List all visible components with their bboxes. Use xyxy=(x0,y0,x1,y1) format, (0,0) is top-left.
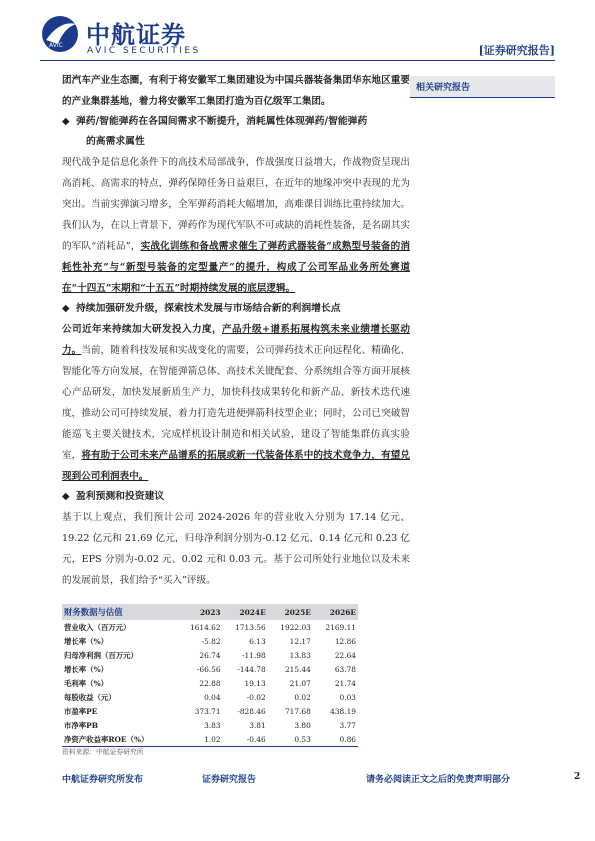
logo-english-text: AVIC SECURITIES xyxy=(87,46,201,56)
logo-badge-text: AVIC xyxy=(49,42,63,49)
table-cell: 13.83 xyxy=(289,650,311,660)
table-row xyxy=(62,620,358,634)
paragraph-demand-text: 现代战争是信息化条件下的高技术局部战争，作战强度日益增大，作战物资呈现出高消耗、高需求的特点，弹药保障任务日益艰巨，在近年的地缘冲突中表现的尤为突出。当前实弹演习增多，全军弹药消耗大幅增加，高难课目训练比重持续加大。我们认为，在以上背景下，弹药作为现代军队不可或缺的消耗性装备，是名副其实的军队“消耗品”， xyxy=(62,157,410,252)
table-cell: 0.53 xyxy=(268,732,313,747)
table-cell: 3.81 xyxy=(249,720,266,730)
table-cell: 63.78 xyxy=(334,664,356,674)
row-label: 市盈率PE xyxy=(64,706,98,716)
diamond-bullet-icon: ◆ xyxy=(62,116,70,127)
paragraph-intro: 团汽车产业生态圈，有利于将安徽军工集团建设为中国兵器装备集团华东地区重要的产业集群基地，着力将安徽军工集团打造为百亿级军工集团。 xyxy=(62,75,410,107)
header-divider xyxy=(40,60,555,61)
table-cell: 21.74 xyxy=(334,678,356,688)
table-cell: 6.13 xyxy=(249,636,266,646)
row-label: 市净率PB xyxy=(64,720,98,730)
table-cell: 22.88 xyxy=(199,678,221,688)
table-row xyxy=(62,732,358,747)
table-cell: 0.04 xyxy=(204,692,221,702)
row-label: 毛利率（%） xyxy=(64,678,108,688)
table-cell: 3.77 xyxy=(339,720,356,730)
table-header-row xyxy=(62,604,358,620)
table-cell: 438.19 xyxy=(330,706,356,716)
section-heading-demand xyxy=(62,112,410,152)
table-col-header: 2023 xyxy=(177,604,222,620)
main-content xyxy=(62,70,410,591)
table-cell: -828.46 xyxy=(237,706,266,716)
row-label: 营业收入（百万元） xyxy=(64,622,131,632)
row-label: 净资产收益率ROE（%） xyxy=(62,732,177,747)
page-number: 2 xyxy=(574,772,581,782)
table-cell: -5.82 xyxy=(201,636,221,646)
financial-table xyxy=(62,604,358,747)
table-cell: 215.44 xyxy=(284,664,311,674)
table-cell: -0.02 xyxy=(246,692,266,702)
table-cell: -0.46 xyxy=(223,732,268,747)
paragraph-rnd xyxy=(62,319,410,487)
table-cell: 22.64 xyxy=(334,650,356,660)
table-cell: 19.13 xyxy=(244,678,266,688)
table-row xyxy=(62,676,358,690)
table-cell: 717.68 xyxy=(284,706,311,716)
avic-logo-icon xyxy=(40,14,80,54)
footer-doc-type: 证券研究报告 xyxy=(202,775,257,785)
row-label: 增长率（%） xyxy=(64,664,108,674)
diamond-bullet-icon: ◆ xyxy=(62,491,70,502)
paragraph-forecast: 基于以上观点，我们预计公司 2024-2026 年的营业收入分别为 17.14 亿元、19.22 亿元和 21.69 亿元，归母净利润分别为-0.12 亿元、0.14 亿元和 0.23 亿元，EPS 分别为-0.02 元、0.02 元和 0.03 元。基于公司所处行业地位以及未来的发展前景，我们给予“买入”评级。 xyxy=(62,512,410,586)
table-cell: 0.02 xyxy=(294,692,311,702)
table-row xyxy=(62,634,358,648)
table-cell: 12.86 xyxy=(334,636,356,646)
table-title: 财务数据与估值 xyxy=(62,604,177,620)
table-row xyxy=(62,648,358,662)
table-cell: 12.17 xyxy=(289,636,311,646)
section-heading-forecast-text: 盈利预测和投资建议 xyxy=(76,491,165,502)
sidebar xyxy=(410,76,555,98)
table-source-note: 资料来源：中航证券研究所 xyxy=(62,748,144,756)
paragraph-demand xyxy=(62,152,410,299)
section-heading-demand-line1: 弹药/智能弹药在各国间需求不断提升，消耗属性体现弹药/智能弹药 xyxy=(76,116,368,127)
table-col-header: 2026E xyxy=(313,604,358,620)
row-label: 归母净利润（百万元） xyxy=(64,650,138,660)
table-cell: 21.07 xyxy=(289,678,311,688)
table-cell: 1.02 xyxy=(177,732,222,747)
table-cell: 373.71 xyxy=(194,706,221,716)
footer-disclaimer: 请务必阅读正文之后的免责声明部分 xyxy=(366,775,511,785)
table-cell: -66.56 xyxy=(196,664,221,674)
section-heading-rnd xyxy=(62,299,410,319)
table-row xyxy=(62,704,358,718)
doc-type-label: [证券研究报告] xyxy=(478,44,555,57)
table-col-header: 2025E xyxy=(268,604,313,620)
table-cell: -11.98 xyxy=(242,650,266,660)
table-row xyxy=(62,662,358,676)
table-cell: 3.83 xyxy=(204,720,221,730)
footer-publisher: 中航证券研究所发布 xyxy=(62,775,144,785)
table-col-header: 2024E xyxy=(223,604,268,620)
table-cell: 0.86 xyxy=(313,732,358,747)
table-cell: 1713.56 xyxy=(235,622,266,632)
section-heading-forecast xyxy=(62,487,410,507)
section-heading-rnd-text: 持续加强研发升级，探索技术发展与市场结合新的利润增长点 xyxy=(76,303,341,314)
section-heading-demand-line2: 的高需求属性 xyxy=(86,136,145,147)
table-cell: 1614.62 xyxy=(190,622,221,632)
table-cell: 2169.11 xyxy=(325,622,356,632)
table-row xyxy=(62,718,358,732)
row-label: 每股收益（元） xyxy=(64,692,116,702)
table-row xyxy=(62,690,358,704)
table-cell: 1922.03 xyxy=(280,622,311,632)
related-reports-title: 相关研究报告 xyxy=(410,76,555,98)
diamond-bullet-icon: ◆ xyxy=(62,303,70,314)
row-label: 增长率（%） xyxy=(64,636,108,646)
paragraph-rnd-highlight2: 将有助于公司未来产品谱系的拓展或新一代装备体系中的技术竞争力，有望兑现到公司利润表中。 xyxy=(62,450,411,482)
logo-chinese-text: 中航证券 xyxy=(86,21,186,49)
page-header xyxy=(40,12,555,64)
paragraph-rnd-highlight1: 产品升级+谱系拓展构筑未来业绩增长驱动力。 xyxy=(62,324,410,356)
table-cell: 0.03 xyxy=(339,692,356,702)
table-cell: -144.78 xyxy=(237,664,266,674)
paragraph-rnd-lead: 公司近年来持续加大研发投入力度， xyxy=(62,324,222,335)
paragraph-demand-highlight: 实战化训练和备战需求催生了弹药武器装备“成熟型号装备的消耗性补充”与“新型号装备的定型量产”的提升，构成了公司军品业务所处赛道在“十四五”末期和“十五五”时期持续发展的底层逻辑。 xyxy=(62,241,410,294)
table-cell: 26.74 xyxy=(199,650,221,660)
table-cell: 3.80 xyxy=(294,720,311,730)
paragraph-rnd-text: 当前，随着科技发展和实战变化的需要，公司弹药技术正向远程化、精确化、智能化等方向发展，在智能弹箭总体、高技术关键配套、分系统组合等方面开展核心产品研发，加快发展新质生产力，加快科技成果转化和新产品、新技术迭代速度，推动公司可持续发展，着力打造先进便弹箭科技型企业；同时，公司已突破智能巡飞主要关键技术，完成样机设计制造和相关试验，建设了智能集群仿真实验室， xyxy=(62,345,411,461)
